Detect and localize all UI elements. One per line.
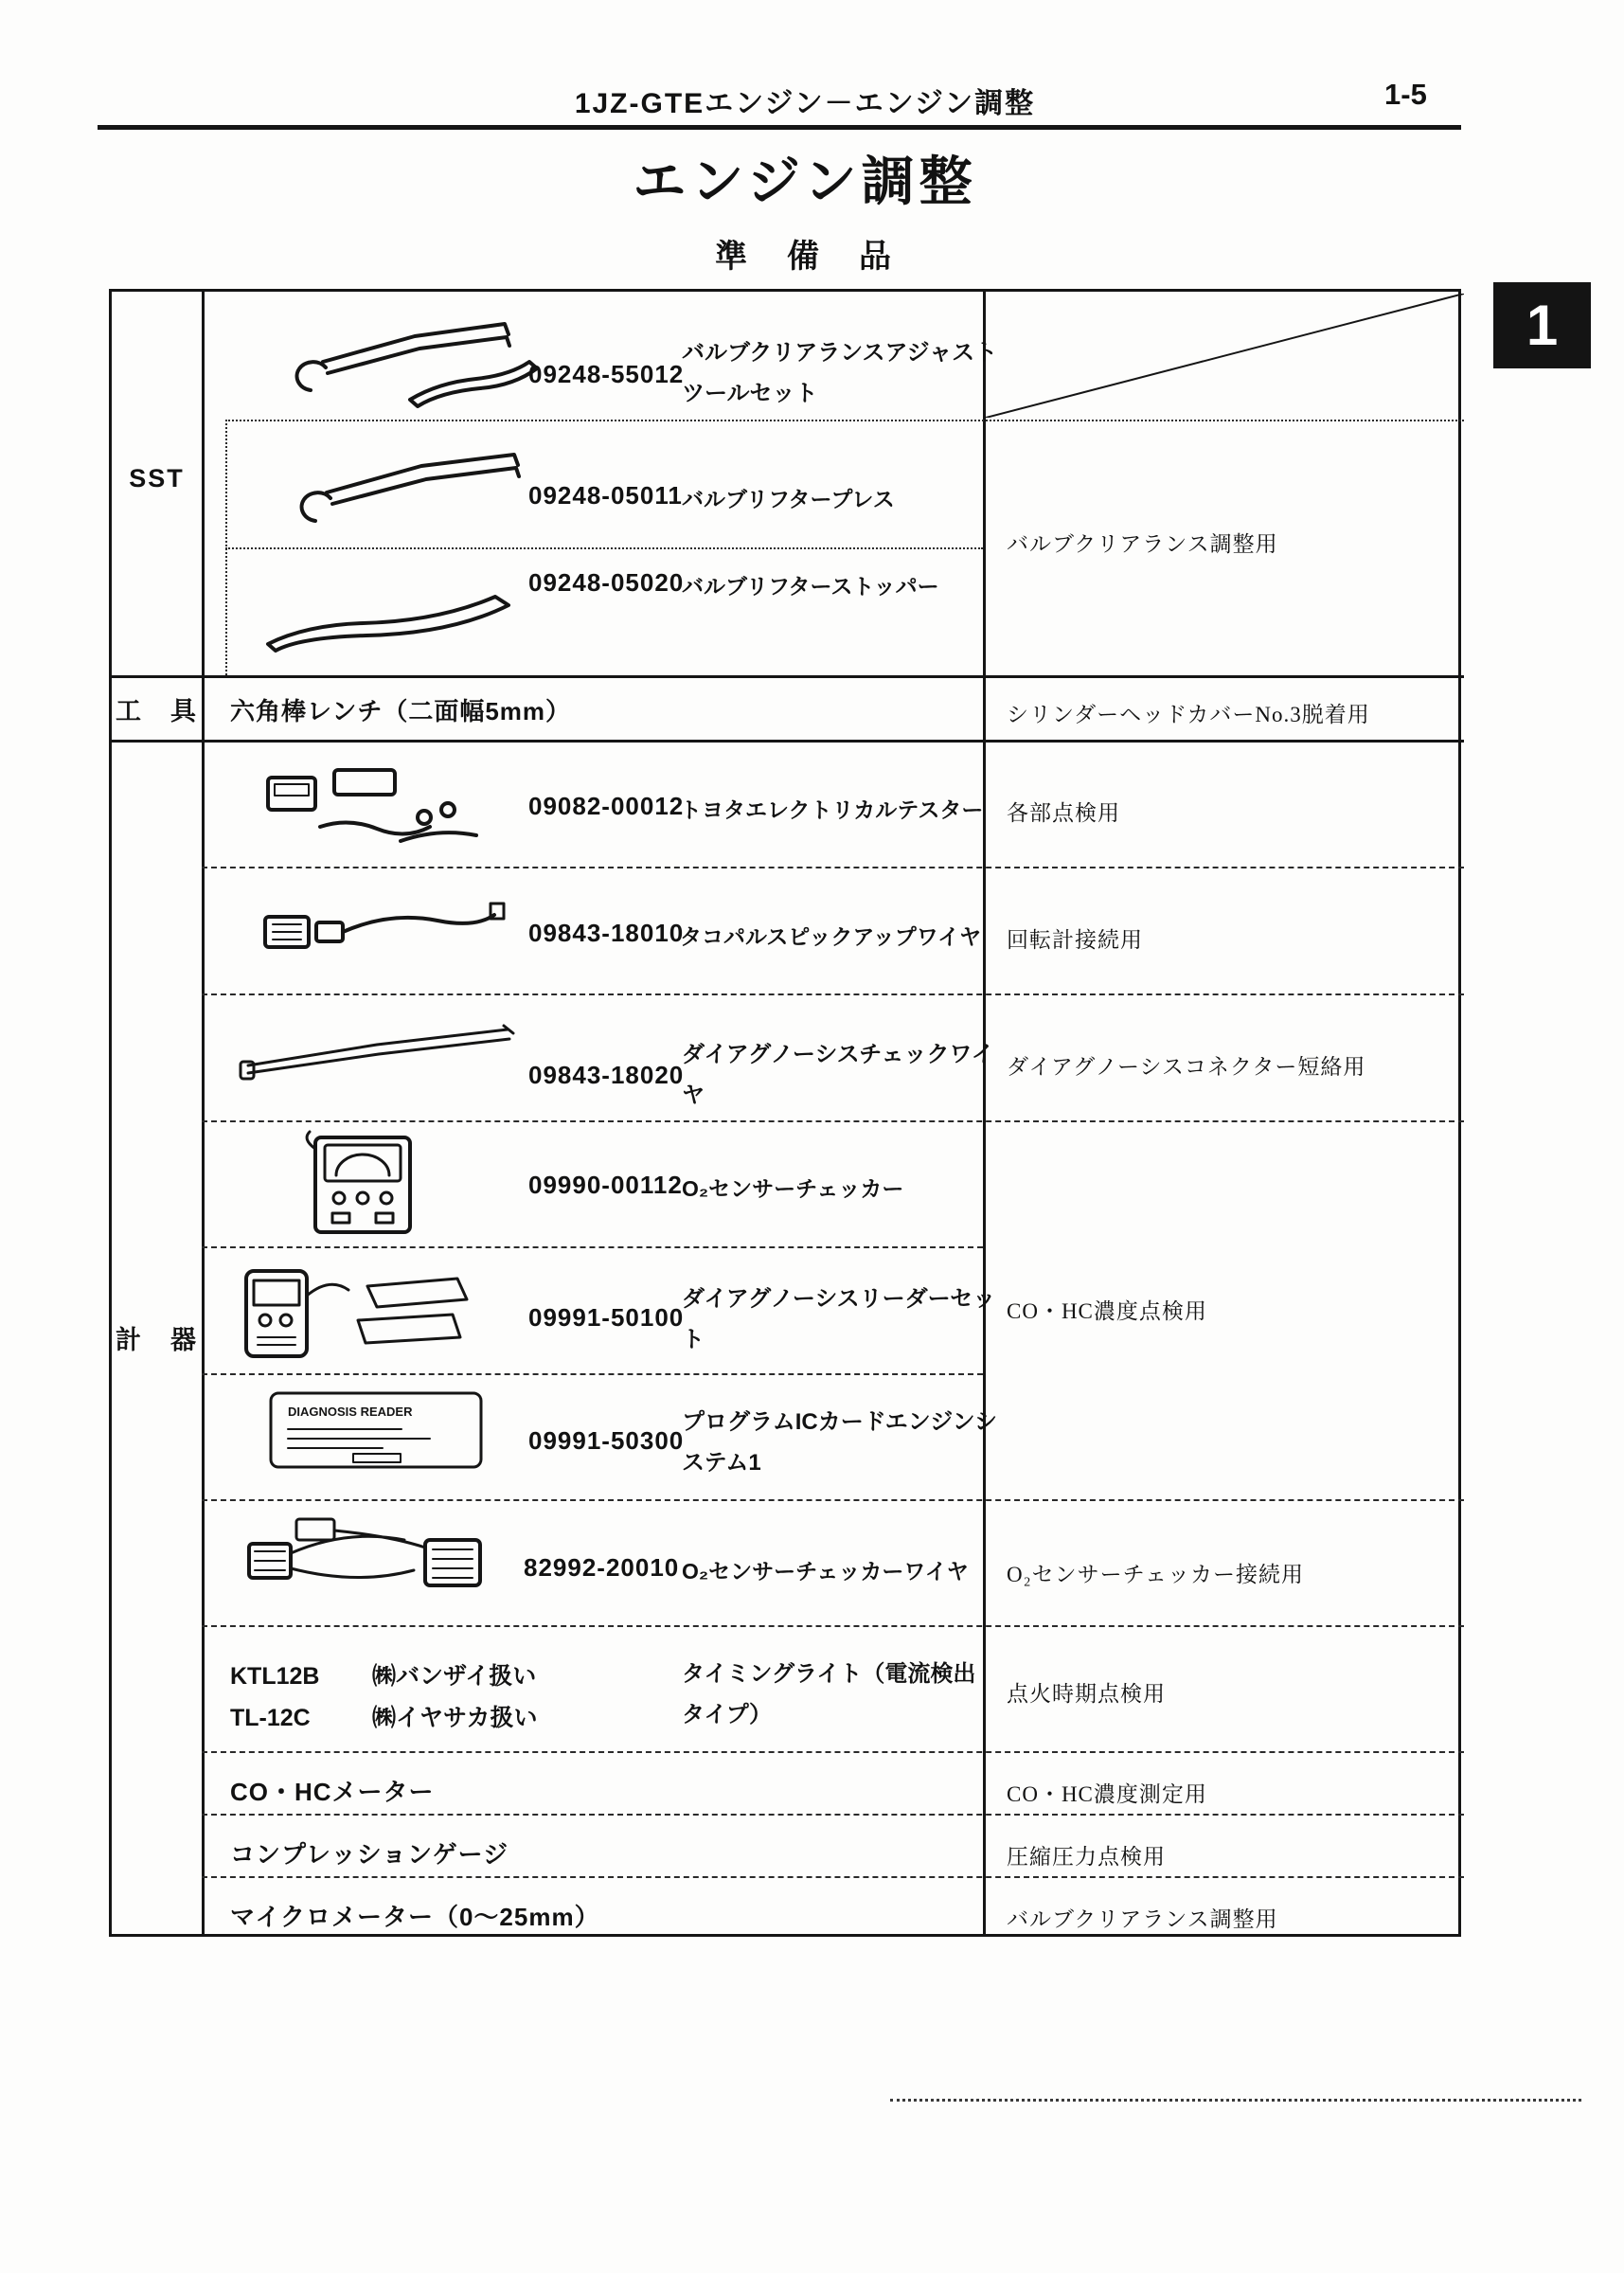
section-divider	[112, 740, 1464, 743]
preparation-table	[109, 289, 1461, 1937]
row-divider	[225, 547, 983, 549]
page-subtitle: 準 備 品	[715, 239, 895, 275]
valve-clearance-adjust-tool-set-drawing	[268, 313, 562, 412]
row-divider	[202, 1876, 1464, 1878]
part-name: プログラムICカードエンジンシステム1	[682, 1409, 997, 1476]
purpose-text: バルブクリアランス調整用	[1007, 532, 1278, 556]
instrument-name: コンプレッションゲージ	[230, 1840, 509, 1869]
header-rule	[98, 125, 1461, 130]
timing-light-maker: ㈱イヤサカ扱い	[372, 1705, 538, 1731]
row-divider	[202, 1499, 1464, 1501]
row-divider	[202, 867, 1464, 868]
o2-sensor-checker-drawing	[287, 1130, 438, 1239]
tacho-pulse-pickup-wire-drawing	[254, 888, 509, 969]
purpose-text: ダイアグノーシスコネクター短絡用	[1007, 1055, 1366, 1079]
instrument-name: マイクロメーター（0～25mm）	[230, 1903, 600, 1931]
purpose-text: O₂センサーチェッカー接続用	[1007, 1563, 1304, 1586]
timing-light-model: TL-12C	[230, 1705, 311, 1731]
purpose-text: バルブクリアランス調整用	[1007, 1907, 1278, 1931]
row-divider	[202, 1814, 1464, 1816]
part-number: 09991-50100	[528, 1303, 685, 1332]
row-divider	[202, 1373, 983, 1375]
diagnosis-reader-set-drawing	[235, 1258, 472, 1364]
purpose-text: シリンダーヘッドカバーNo.3脱着用	[1007, 703, 1370, 726]
purpose-text: 回転計接続用	[1007, 928, 1143, 952]
row-divider	[225, 420, 1464, 421]
page-number: 1-5	[1384, 78, 1427, 111]
electrical-tester-drawing	[254, 761, 500, 855]
row-divider	[202, 1625, 1464, 1627]
instruments-section-label: 計 器	[116, 1326, 198, 1354]
purpose-text: 圧縮圧力点検用	[1007, 1845, 1166, 1869]
part-number: 09082-00012	[528, 792, 685, 820]
purpose-text: CO・HC濃度測定用	[1007, 1782, 1207, 1806]
tool-name: 六角棒レンチ（二面幅5mm）	[230, 697, 572, 725]
chapter-tab: 1	[1493, 282, 1591, 368]
part-number: 09843-18020	[528, 1061, 685, 1089]
part-name: タコパルスピックアップワイヤ	[680, 924, 982, 949]
label-column-border	[202, 292, 205, 1934]
timing-light-maker: ㈱バンザイ扱い	[372, 1663, 537, 1690]
part-number: 09990-00112	[528, 1171, 683, 1199]
footer-dotted-rule	[890, 2099, 1581, 2102]
part-number: 09991-50300	[528, 1426, 685, 1455]
row-divider	[202, 993, 1464, 995]
part-number: 09248-55012	[528, 360, 685, 388]
document-title: 1JZ-GTEエンジン－エンジン調整	[574, 88, 1036, 119]
part-number: 09843-18010	[528, 919, 685, 947]
part-name: O₂センサーチェッカー	[682, 1176, 904, 1201]
row-divider	[202, 1246, 983, 1248]
purpose-text: 各部点検用	[1007, 801, 1120, 825]
sst-section-label: SST	[129, 464, 185, 492]
timing-light-models	[230, 1656, 538, 1739]
part-name: バルブクリアランスアジャストツールセット	[682, 340, 998, 406]
part-name: バルブリフターストッパー	[682, 574, 939, 599]
purpose-text: 点火時期点検用	[1007, 1682, 1166, 1706]
row-divider	[202, 1120, 1464, 1122]
part-name: タイミングライト（電流検出タイプ）	[682, 1661, 976, 1727]
diagnosis-check-wire-drawing	[235, 1016, 519, 1083]
page-title: エンジン調整	[633, 152, 977, 211]
part-number: 09248-05011	[528, 481, 683, 510]
part-name: ダイアグノーシスチェックワイヤ	[682, 1042, 994, 1108]
part-name: O₂センサーチェッカーワイヤ	[682, 1559, 969, 1584]
part-number: 82992-20010	[524, 1553, 680, 1582]
part-name: バルブリフタープレス	[682, 487, 895, 511]
program-ic-card-drawing	[263, 1386, 491, 1476]
valve-lifter-press-drawing	[268, 443, 552, 538]
o2-sensor-checker-wire-drawing	[240, 1512, 514, 1618]
ic-card-label: DIAGNOSIS READER	[288, 1405, 413, 1419]
section-divider	[112, 675, 1464, 678]
part-name: トヨタエレクトリカルテスター	[680, 797, 984, 822]
row-divider	[202, 1751, 1464, 1753]
tools-section-label: 工 具	[116, 697, 198, 725]
valve-lifter-stopper-drawing	[254, 585, 557, 661]
diagonal-slash	[986, 294, 1464, 418]
timing-light-model: KTL12B	[230, 1663, 320, 1690]
part-number: 09248-05020	[528, 568, 685, 597]
part-name: ダイアグノーシスリーダーセット	[682, 1286, 996, 1352]
instrument-name: CO・HCメーター	[230, 1778, 435, 1806]
merged-purpose-text: CO・HC濃度点検用	[1007, 1299, 1207, 1323]
